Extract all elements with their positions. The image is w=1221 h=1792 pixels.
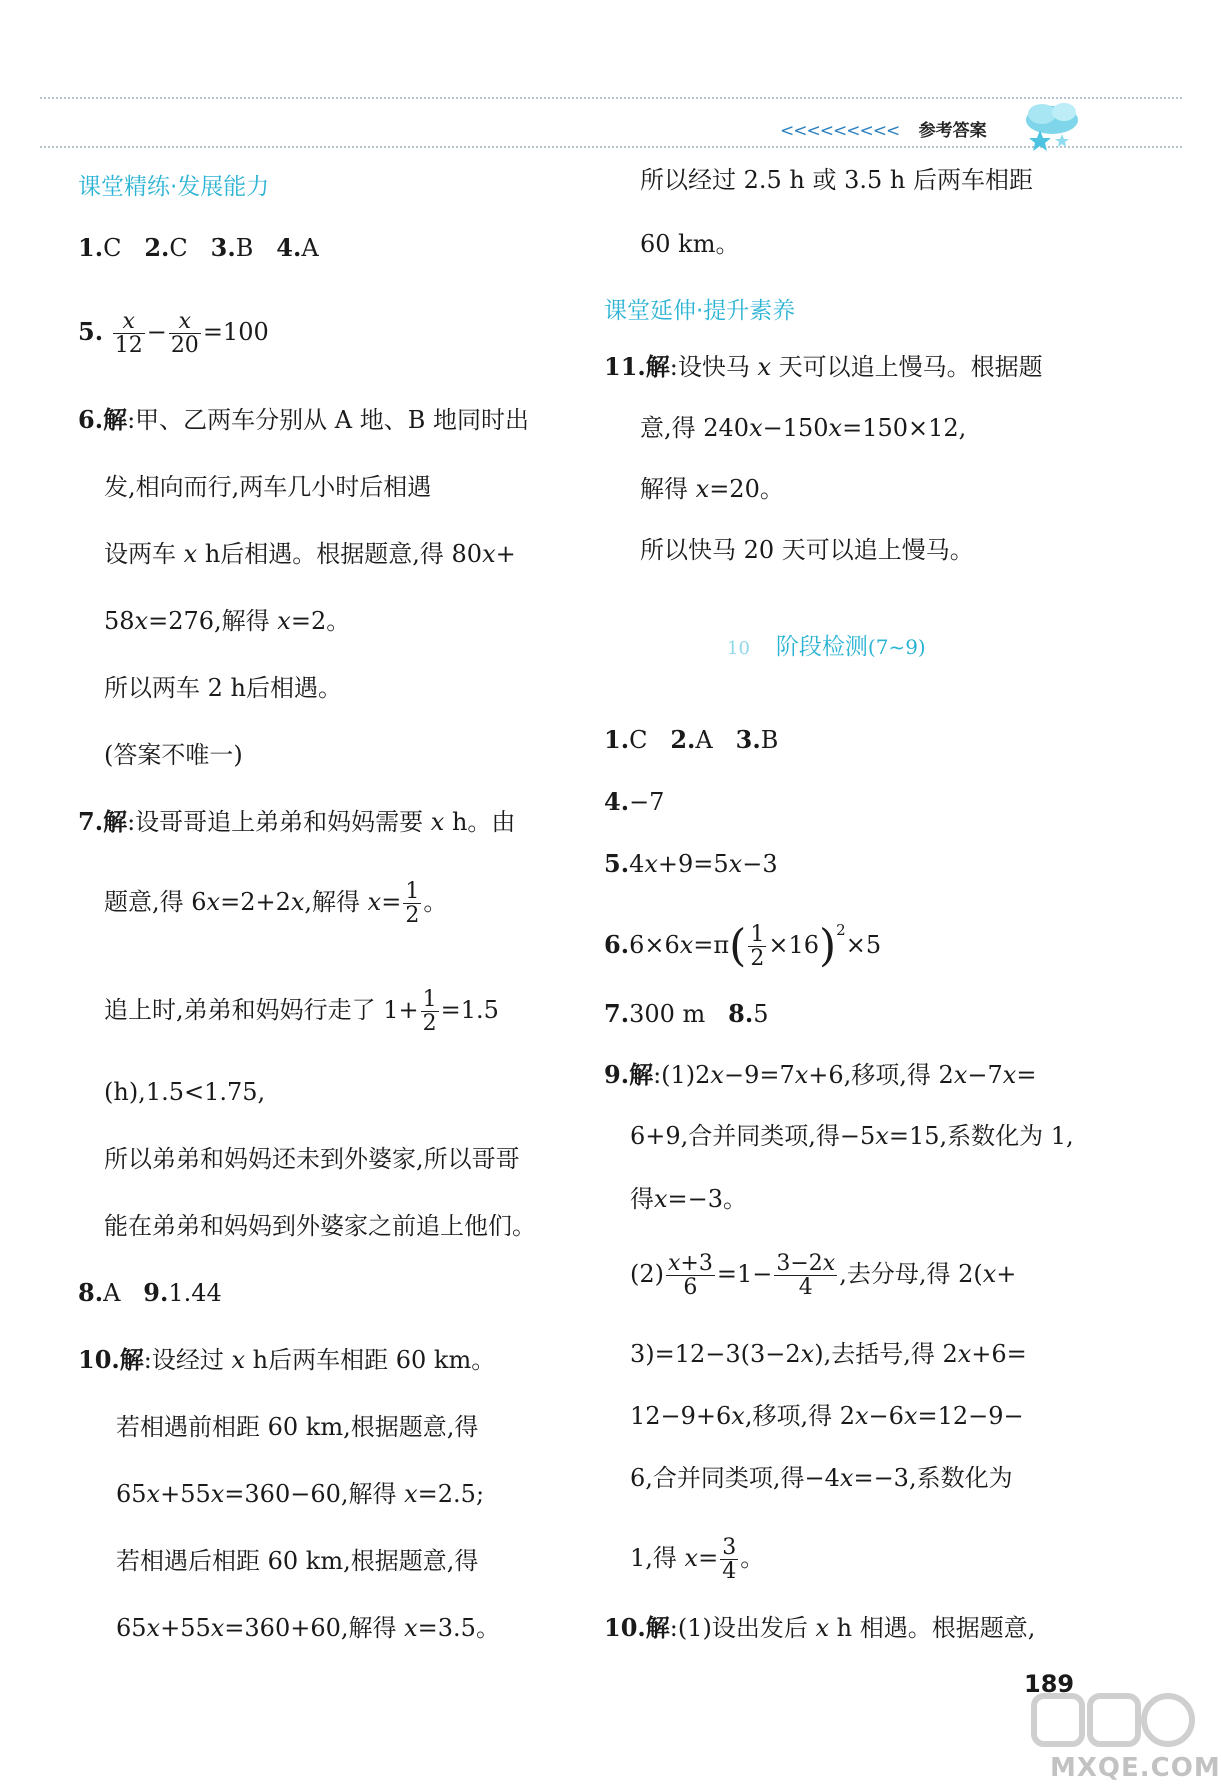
continued-line-1: 所以经过 2.5 h 或 3.5 h 后两车相距 xyxy=(640,166,1034,194)
stage-answers-1-3: 1.C 2.A 3.B xyxy=(604,725,779,754)
fraction: $\frac{x+3}{6}$ xyxy=(668,1251,713,1301)
answer-7-line-2: 题意,得 6x=2+2x,解得 x= $\frac{1}{2}$ 。 xyxy=(104,879,448,929)
answer-6-line-4: 58x=276,解得 x=2。 xyxy=(104,607,351,635)
fraction: $\frac{x}{20}$ xyxy=(170,309,199,359)
answer-10-line-1: 10.解:设经过 x h后两车相距 60 km。 xyxy=(78,1345,496,1374)
stage-answer-6: 6.6×6x=π( $\frac{1}{2}$ ×16)$^2$×5 xyxy=(604,920,882,972)
answer-7-line-1: 7.解:设哥哥追上弟弟和妈妈需要 x h。由 xyxy=(78,807,516,836)
answer-10-line-5: 65x+55x=360+60,解得 x=3.5。 xyxy=(116,1614,500,1642)
answer-6-line-2: 发,相向而行,两车几小时后相遇 xyxy=(104,473,432,501)
answer-6-line-3: 设两车 x h后相遇。根据题意,得 80x+ xyxy=(104,540,516,568)
header-bar xyxy=(780,116,987,141)
stage-answer-10-line-1: 10.解:(1)设出发后 x h 相遇。根据题意, xyxy=(604,1613,1036,1642)
answers-8-9: 8.A 9.1.44 xyxy=(78,1278,222,1307)
cloud-star-decoration-icon xyxy=(1020,92,1090,152)
answer-10-line-2: 若相遇前相距 60 km,根据题意,得 xyxy=(116,1413,479,1441)
fraction: $\frac{1}{2}$ xyxy=(750,922,765,972)
fraction: $\frac{3}{4}$ xyxy=(722,1535,737,1585)
watermark-text: MXQE.COM xyxy=(1050,1753,1221,1783)
stage-answer-5: 5.4x+9=5x−3 xyxy=(604,849,778,878)
answer-11-line-3: 解得 x=20。 xyxy=(640,475,784,503)
header-label: 参考答案 xyxy=(918,121,987,141)
answer-6-note: (答案不唯一) xyxy=(104,741,243,769)
answer-11-line-2: 意,得 240x−150x=150×12, xyxy=(640,414,967,442)
page-number: 189 xyxy=(1024,1670,1075,1698)
left-section-title: 课堂精练·发展能力 xyxy=(78,174,270,200)
stage-answer-9-line-1: 9.解:(1)2x−9=7x+6,移项,得 2x−7x= xyxy=(604,1060,1037,1089)
answer-7-line-4: (h),1.5<1.75, xyxy=(104,1078,266,1106)
answer-6-line-1: 6.解:甲、乙两车分别从 A 地、B 地同时出 xyxy=(78,405,530,434)
header-rule-top xyxy=(40,97,1182,99)
answer-11-line-1: 11.解:设快马 x 天可以追上慢马。根据题 xyxy=(604,352,1043,381)
stage-answer-9-line-2: 6+9,合并同类项,得−5x=15,系数化为 1, xyxy=(630,1122,1074,1150)
stage-answer-4: 4.−7 xyxy=(604,787,665,816)
fraction: $\frac{3-2x}{4}$ xyxy=(776,1251,836,1301)
answer-6-line-5: 所以两车 2 h后相遇。 xyxy=(104,674,342,702)
fraction: $\frac{1}{2}$ xyxy=(422,987,437,1037)
stage-answer-9-line-3: 得x=−3。 xyxy=(630,1185,748,1213)
right-section-title: 课堂延伸·提升素养 xyxy=(604,298,796,324)
stage-answers-7-8: 7.300 m 8.5 xyxy=(604,999,769,1028)
answer-11-line-4: 所以快马 20 天可以追上慢马。 xyxy=(640,536,974,564)
header-rule-bottom xyxy=(40,146,1182,148)
continued-line-2: 60 km。 xyxy=(640,230,740,258)
answer-10-line-4: 若相遇后相距 60 km,根据题意,得 xyxy=(116,1547,479,1575)
answers-1-4: 1.C 2.C 3.B 4.A xyxy=(78,233,319,262)
answer-7-line-3: 追上时,弟弟和妈妈行走了 1+ $\frac{1}{2}$ =1.5 xyxy=(104,987,499,1037)
answer-7-line-5: 所以弟弟和妈妈还未到外婆家,所以哥哥 xyxy=(104,1145,520,1173)
stage-test-heading: 10 阶段检测(7~9) xyxy=(727,634,926,660)
answer-5: 5. $\frac{x}{12}$ − $\frac{x}{20}$ =100 xyxy=(78,309,269,359)
answer-7-line-6: 能在弟弟和妈妈到外婆家之前追上他们。 xyxy=(104,1212,536,1240)
stage-answer-9-line-5: 3)=12−3(3−2x),去括号,得 2x+6= xyxy=(630,1340,1027,1368)
stage-answer-9-line-6: 12−9+6x,移项,得 2x−6x=12−9− xyxy=(630,1402,1024,1430)
stage-answer-9-line-7: 6,合并同类项,得−4x=−3,系数化为 xyxy=(630,1464,1013,1492)
stage-answer-9-line-4: (2) $\frac{x+3}{6}$ =1− $\frac{3-2x}{4}$ ,去分母,得 2(x+ xyxy=(630,1251,1017,1301)
header-arrows: <<<<<<<<< xyxy=(780,121,900,141)
stage-answer-9-line-8: 1,得 x= $\frac{3}{4}$ 。 xyxy=(630,1535,765,1585)
fraction: $\frac{1}{2}$ xyxy=(405,879,420,929)
fraction: $\frac{x}{12}$ xyxy=(114,309,143,359)
answer-10-line-3: 65x+55x=360−60,解得 x=2.5; xyxy=(116,1480,485,1508)
